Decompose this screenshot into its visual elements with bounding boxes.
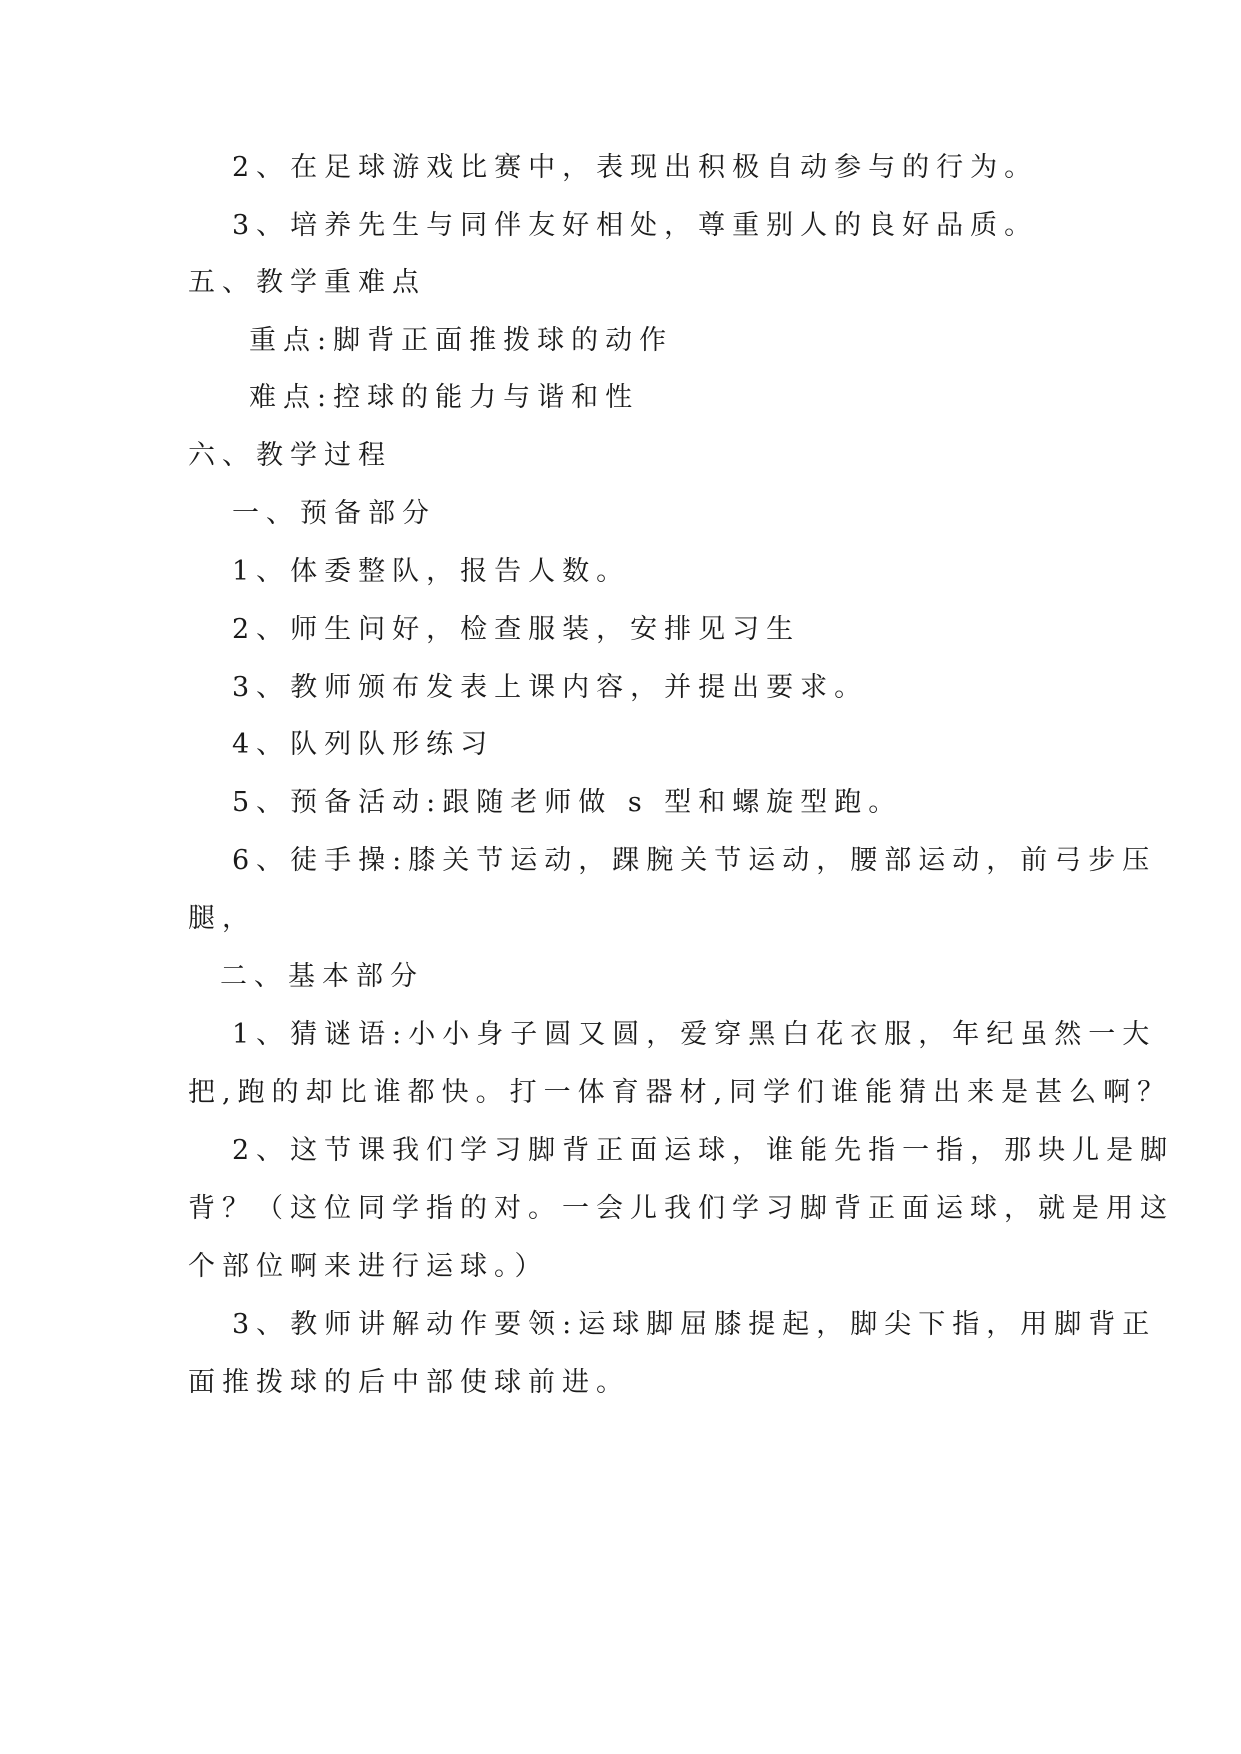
- prep-step-1: 1、体委整队，报告人数。: [232, 556, 631, 587]
- prep-step-6: 6、徒手操:膝关节运动，踝腕关节运动，腰部运动，前弓步压: [232, 845, 1157, 876]
- prep-step-3: 3、教师颁布发表上课内容，并提出要求。: [232, 672, 869, 703]
- prep-step-2: 2、师生问好，检查服装，安排见习生: [232, 614, 801, 645]
- basic-step-2-continued-2: 个部位啊来进行运球。）: [188, 1251, 549, 1282]
- basic-step-1-continued: 把,跑的却比谁都快。打一体育器材,同学们谁能猜出来是甚么啊？: [188, 1077, 1172, 1108]
- objective-2: 2、在足球游戏比赛中，表现出积极自动参与的行为。: [232, 152, 1039, 183]
- basic-step-2: 2、这节课我们学习脚背正面运球，谁能先指一指，那块儿是脚: [232, 1135, 1175, 1166]
- basic-step-2-continued: 背？（这位同学指的对。一会儿我们学习脚背正面运球，就是用这: [188, 1193, 1174, 1224]
- key-point: 重点:脚背正面推拨球的动作: [249, 325, 674, 356]
- basic-step-3: 3、教师讲解动作要领:运球脚屈膝提起，脚尖下指，用脚背正: [232, 1309, 1157, 1340]
- difficult-point: 难点:控球的能力与谐和性: [249, 382, 640, 413]
- prep-step-6-continued: 腿，: [188, 903, 256, 934]
- prep-step-4: 4、队列队形练习: [232, 729, 495, 760]
- basic-step-3-continued: 面推拨球的后中部使球前进。: [188, 1367, 630, 1398]
- subsection-heading-basic: 二、基本部分: [220, 961, 424, 992]
- basic-step-1: 1、猜谜语:小小身子圆又圆，爱穿黑白花衣服，年纪虽然一大: [232, 1019, 1157, 1050]
- section-heading-key-difficult-points: 五、教学重难点: [188, 267, 426, 298]
- prep-step-5: 5、预备活动:跟随老师做 s 型和螺旋型跑。: [232, 787, 903, 818]
- subsection-heading-preparation: 一、预备部分: [232, 498, 436, 529]
- objective-3: 3、培养先生与同伴友好相处，尊重别人的良好品质。: [232, 210, 1039, 241]
- section-heading-teaching-process: 六、教学过程: [188, 440, 392, 471]
